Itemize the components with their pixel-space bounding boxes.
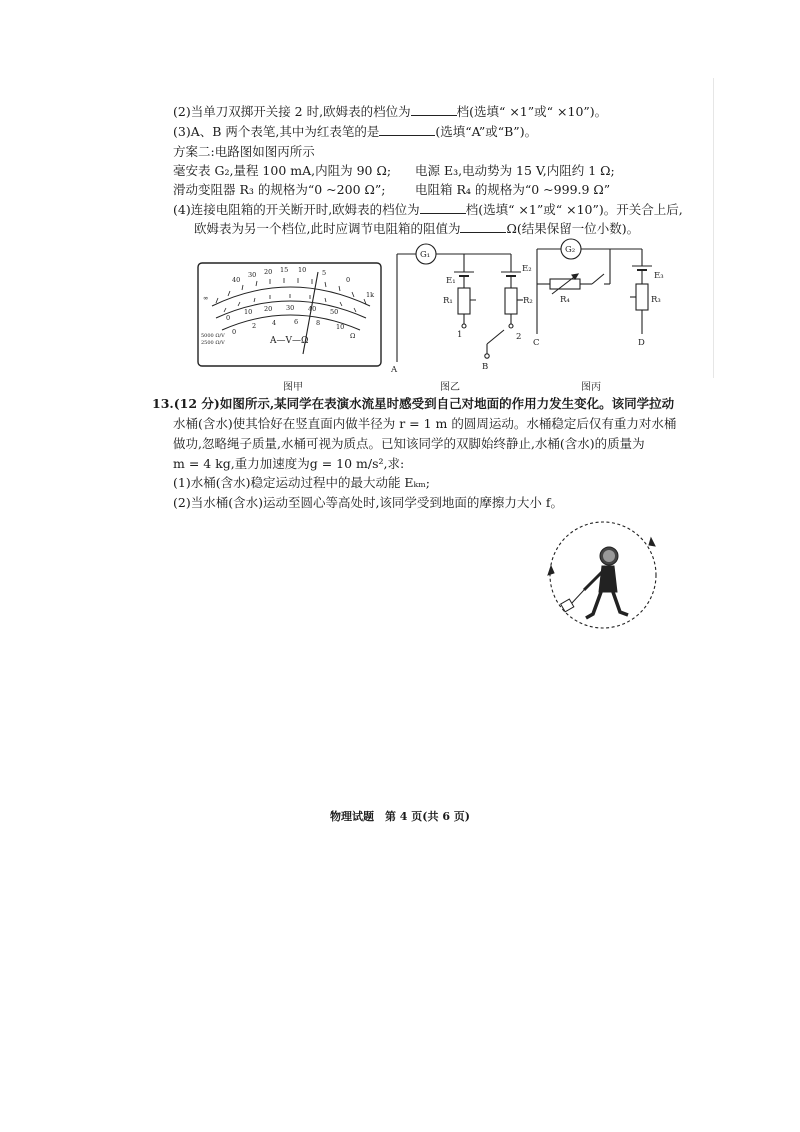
q13-line-4: m = 4 kg,重力加速度为g = 10 m/s²,求: <box>173 456 405 471</box>
scale-label: 5000 Ω/V <box>201 333 225 339</box>
spec-r3: 滑动变阻器 R₃ 的规格为“0 ~200 Ω”; <box>173 182 386 197</box>
q13-line-1: 13.(12 分)如图所示,某同学在表演水流星时感受到自己对地面的作用力发生变化。该同学拉动 <box>152 396 675 411</box>
scale-label: 0 <box>346 276 351 284</box>
q13-line-2: 水桶(含水)使其恰好在竖直面内做半径为 r = 1 m 的圆周运动。水桶稳定后仅有重力对水桶 <box>173 416 677 431</box>
q13-line-3: 做功,忽略绳子质量,水桶可视为质点。已知该同学的双脚始终静止,水桶(含水)的质量为 <box>173 436 645 451</box>
rheostat-r1 <box>458 288 470 314</box>
switch-r4 <box>592 274 604 284</box>
label-terminal-1: 1 <box>457 330 463 340</box>
scale-label: ∞ <box>203 294 209 302</box>
label-a: A <box>391 365 398 375</box>
scale-label: 20 <box>264 305 273 313</box>
scale-label: 10 <box>244 308 253 316</box>
figure-bing-labels <box>533 245 664 348</box>
scale-label: 40 <box>308 305 317 313</box>
item-text: (2)当单刀双掷开关接 2 时,欧姆表的档位为 <box>173 104 411 119</box>
label-terminal-2: 2 <box>516 332 522 342</box>
scale-label: 15 <box>280 266 289 274</box>
student-leg-left <box>586 592 601 618</box>
item-text: 欧姆表为另一个档位,此时应调节电阻箱的阻值为 <box>194 221 461 236</box>
label-r3: R₃ <box>651 295 661 305</box>
page-footer: 物理试题 第 4 页(共 6 页) <box>329 810 471 823</box>
student-leg-right <box>613 592 628 615</box>
item-text: (选填“A”或“B”)。 <box>435 124 538 139</box>
scale-label: 30 <box>286 304 295 312</box>
scale-label: 1k <box>366 291 375 299</box>
label-r4: R₄ <box>560 295 570 305</box>
figure-bing-circuit <box>537 239 652 334</box>
switch-blade <box>487 330 504 344</box>
water-meteor-figure <box>548 522 656 628</box>
label-e1: E₁ <box>446 276 456 286</box>
label-e2: E₂ <box>522 264 532 274</box>
plan-two-heading: 方案二:电路图如图丙所示 <box>173 144 315 159</box>
caption-bing: 图丙 <box>581 382 601 393</box>
terminal-1 <box>462 324 466 328</box>
label-r2: R₂ <box>523 296 533 306</box>
label-e3: E₃ <box>654 271 664 281</box>
terminal-2 <box>509 324 513 328</box>
label-d: D <box>638 338 645 348</box>
scale-label: 2500 Ω/V <box>201 340 225 346</box>
label-b: B <box>482 362 489 372</box>
scale-label: 40 <box>232 276 241 284</box>
scale-label: 5 <box>322 269 327 277</box>
scale-label: 2 <box>252 322 257 330</box>
scale-label: 0 <box>226 314 231 322</box>
scale-label: 8 <box>316 319 321 327</box>
dial-scale-labels <box>201 266 374 346</box>
item-text: (3)A、B 两个表笔,其中为红表笔的是 <box>173 124 380 139</box>
dial-label: A—V—Ω <box>270 336 309 346</box>
scale-label: 0 <box>232 328 237 336</box>
arrow-right-icon <box>649 538 655 546</box>
arrow-left-icon <box>548 566 554 575</box>
label-r1: R₁ <box>443 296 453 306</box>
scale-label: 4 <box>272 319 277 327</box>
spec-g2: 毫安表 G₂,量程 100 mA,内阻为 90 Ω; <box>173 163 392 178</box>
scale-label: 10 <box>298 266 307 274</box>
caption-jia: 图甲 <box>283 382 303 393</box>
figure-yi-circuit <box>397 244 523 362</box>
q13-sub-1: (1)水桶(含水)稳定运动过程中的最大动能 Eₖₘ; <box>173 475 430 490</box>
rheostat-r2 <box>505 288 517 314</box>
q13-sub-2: (2)当水桶(含水)运动至圆心等高处时,该同学受到地面的摩擦力大小 f。 <box>173 495 564 510</box>
item-text: Ω(结果保留一位小数)。 <box>506 221 640 236</box>
item-text: 档(选填“ ×1”或“ ×10”)。 <box>456 104 608 119</box>
item-text: (4)连接电阻箱的开关断开时,欧姆表的档位为 <box>173 202 420 217</box>
terminal-b <box>485 354 489 358</box>
scale-label: Ω <box>350 332 356 340</box>
spec-e3: 电源 E₃,电动势为 15 V,内阻约 1 Ω; <box>415 163 615 178</box>
rheostat-r3 <box>636 284 648 310</box>
label-g1: G₁ <box>420 250 431 260</box>
item-text: 档(选填“ ×1”或“ ×10”)。开关合上后, <box>465 202 683 217</box>
scale-label: 20 <box>264 268 273 276</box>
spec-r4: 电阻箱 R₄ 的规格为“0 ~999.9 Ω” <box>415 182 611 197</box>
label-c: C <box>533 338 540 348</box>
student-body <box>599 566 617 592</box>
scale-label: 50 <box>330 308 339 316</box>
scale-label: 10 <box>336 323 345 331</box>
caption-yi: 图乙 <box>440 382 460 393</box>
scale-label: 6 <box>294 318 299 326</box>
scale-label: 30 <box>248 271 257 279</box>
rope <box>571 590 584 604</box>
label-g2: G₂ <box>565 245 576 255</box>
